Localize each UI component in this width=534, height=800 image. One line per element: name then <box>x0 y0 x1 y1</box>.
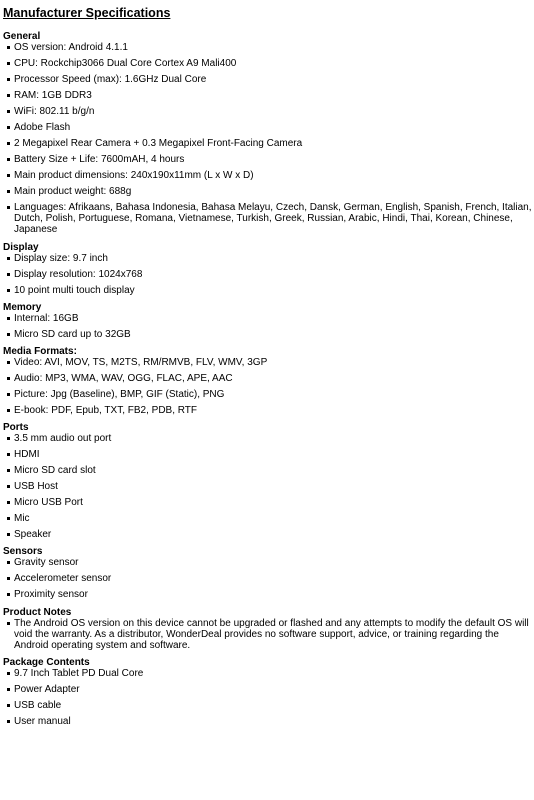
spec-list <box>2 313 534 340</box>
spec-list-item: Power Adapter <box>2 684 534 695</box>
spec-list <box>2 253 534 296</box>
section-heading: Package Contents <box>3 657 90 669</box>
spec-list-item: 9.7 Inch Tablet PD Dual Core <box>2 668 534 679</box>
section-heading: General <box>3 31 41 42</box>
spec-list-item: Picture: Jpg (Baseline), BMP, GIF (Static), PNG <box>2 389 534 400</box>
spec-sections <box>2 30 534 727</box>
spec-list-item: Audio: MP3, WMA, WAV, OGG, FLAC, APE, AAC <box>2 373 534 384</box>
section-display <box>2 241 534 296</box>
spec-list-item: Micro USB Port <box>2 497 534 508</box>
spec-list <box>2 42 534 236</box>
spec-list-item: Languages: Afrikaans, Bahasa Indonesia, Bahasa Melayu, Czech, Dansk, German, English, Spanish, French, Italian, Dutch, Polish, Portuguese, Romana, Vietnamese, Turkish, Greek, Russian, Arabic, Hindi, Thai, Korean, Chinese, Japanese <box>2 202 534 236</box>
spec-list-item: Micro SD card up to 32GB <box>2 329 534 340</box>
section-heading: Sensors <box>3 546 43 558</box>
section-media-formats <box>2 345 534 416</box>
spec-list-item: CPU: Rockchip3066 Dual Core Cortex A9 Mali400 <box>2 58 534 69</box>
spec-list-item: Main product dimensions: 240x190x11mm (L x W x D) <box>2 170 534 181</box>
section-product-notes <box>2 606 534 652</box>
spec-list-item: E-book: PDF, Epub, TXT, FB2, PDB, RTF <box>2 405 534 416</box>
section-memory <box>2 301 534 340</box>
spec-list-item: RAM: 1GB DDR3 <box>2 90 534 101</box>
section-heading: Display <box>3 241 39 253</box>
section-heading: Product Notes <box>3 606 72 618</box>
spec-list <box>2 557 534 600</box>
spec-list-item: Battery Size + Life: 7600mAH, 4 hours <box>2 154 534 165</box>
spec-list-item: 3.5 mm audio out port <box>2 433 534 444</box>
spec-list-item: User manual <box>2 716 534 727</box>
spec-list-item: Micro SD card slot <box>2 465 534 476</box>
spec-list-item: Proximity sensor <box>2 589 534 600</box>
section-package-contents <box>2 656 534 727</box>
spec-list-item: Accelerometer sensor <box>2 573 534 584</box>
spec-list <box>2 357 534 416</box>
spec-list-item: Processor Speed (max): 1.6GHz Dual Core <box>2 74 534 85</box>
section-ports <box>2 421 534 540</box>
spec-list-item: USB cable <box>2 700 534 711</box>
spec-list-item: HDMI <box>2 449 534 460</box>
spec-list-item: Mic <box>2 513 534 524</box>
spec-list-item: WiFi: 802.11 b/g/n <box>2 106 534 117</box>
spec-list <box>2 618 534 652</box>
spec-list-item: 10 point multi touch display <box>2 285 534 296</box>
spec-list-item: Video: AVI, MOV, TS, M2TS, RM/RMVB, FLV, WMV, 3GP <box>2 357 534 368</box>
section-heading: Memory <box>3 301 42 313</box>
spec-list-item: Display size: 9.7 inch <box>2 253 534 264</box>
spec-list-item: Gravity sensor <box>2 557 534 568</box>
spec-list-item: Adobe Flash <box>2 122 534 133</box>
spec-list-item: Main product weight: 688g <box>2 186 534 197</box>
spec-list-item: Internal: 16GB <box>2 313 534 324</box>
spec-list-item: Speaker <box>2 529 534 540</box>
section-heading: Ports <box>3 422 29 434</box>
section-sensors <box>2 545 534 600</box>
spec-list-item: OS version: Android 4.1.1 <box>2 42 534 53</box>
spec-list-item: 2 Megapixel Rear Camera + 0.3 Megapixel Front-Facing Camera <box>2 138 534 149</box>
section-general <box>2 30 534 236</box>
spec-list-item: The Android OS version on this device cannot be upgraded or flashed and any attempts to modify the default OS will void the warranty. As a distributor, WonderDeal provides no software support, advice, or training regarding the Android operating system and software. <box>2 618 534 652</box>
spec-list <box>2 668 534 727</box>
spec-list-item: Display resolution: 1024x768 <box>2 269 534 280</box>
section-heading: Media Formats: <box>3 346 77 358</box>
spec-list <box>2 433 534 540</box>
spec-list-item: USB Host <box>2 481 534 492</box>
page-title: Manufacturer Specifications <box>3 6 171 20</box>
